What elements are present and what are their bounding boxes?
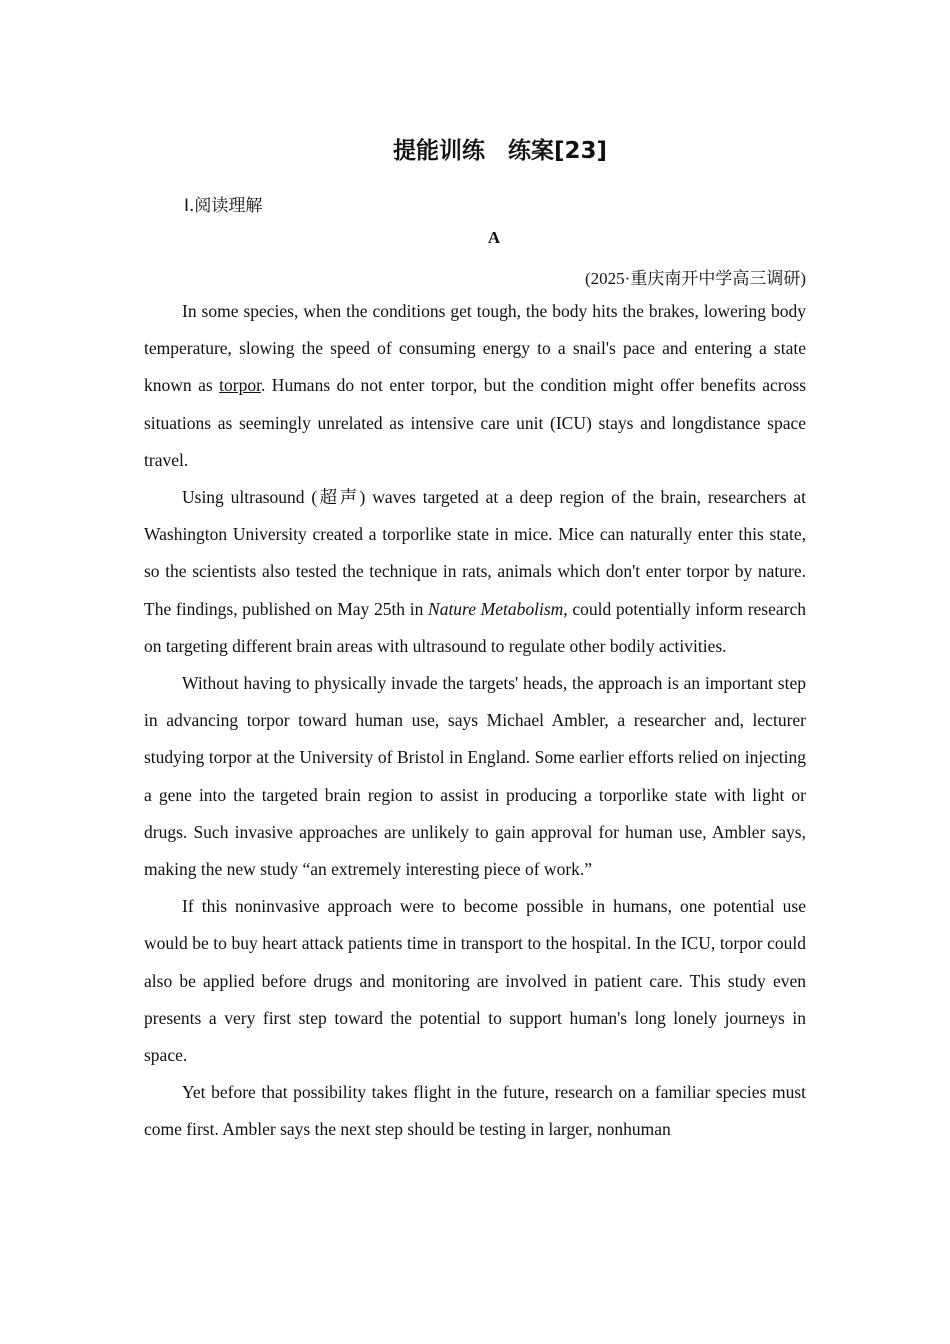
paragraph-1-text-b: . Humans do not enter torpor, but the condition might offer benefits across situations as seemingly unrelated as intensive care unit (ICU) stays and longdistance space travel. [144, 375, 807, 470]
paragraph-1 [144, 293, 806, 479]
underlined-word-torpor: torpor [219, 375, 261, 396]
section-heading: Ⅰ.阅读理解 [184, 196, 263, 216]
paragraph-3: Without having to physically invade the targets' heads, the approach is an important step in advancing torpor toward human use, says Michael Ambler, a researcher and, lecturer studying torpor at the University of Bristol in England. Some earlier efforts relied on injecting a gene into the targeted brain region to assist in producing a torporlike state with light or drugs. Such invasive approaches are unlikely to gain approval for human use, Ambler says, making the new study “an extremely interesting piece of work.” [144, 673, 806, 880]
journal-name: Nature Metabolism [428, 598, 564, 619]
source-citation: (2025·重庆南开中学高三调研) [585, 269, 806, 288]
paragraph-2-text-b: , could potentially inform research on targeting different brain areas with ultrasound to regulate other bodily activities. [144, 598, 806, 656]
paragraph-2 [144, 479, 806, 665]
paragraph-5: Yet before that possibility takes flight in the future, research on a familiar species must come first. Ambler says the next step should be testing in larger, nonhuman [144, 1082, 806, 1140]
paragraph-1-text-a: In some species, when the conditions get tough, the body hits the brakes, lowering body temperature, slowing the speed of consuming energy to a snail's pace and entering a state known as [144, 301, 806, 396]
paragraph-4: If this noninvasive approach were to become possible in humans, one potential use would be to buy heart attack patients time in transport to the hospital. In the ICU, torpor could also be applied before drugs and monitoring are involved in patient care. This study even presents a very first step toward the potential to support human's long lonely journeys in space. [144, 896, 806, 1066]
paragraph-2-text-a: Using ultrasound (超声) waves targeted at a deep region of the brain, researchers at Washington University created a torporlike state in mice. Mice can naturally enter this state, so the scientists also tested the technique in rats, animals which don't enter torpor by nature. The findings, published on May 25th in [144, 487, 806, 619]
passage-label: A [487, 228, 501, 247]
passage-body [144, 293, 806, 1149]
page-title: 提能训练 练案[23] [392, 138, 608, 164]
